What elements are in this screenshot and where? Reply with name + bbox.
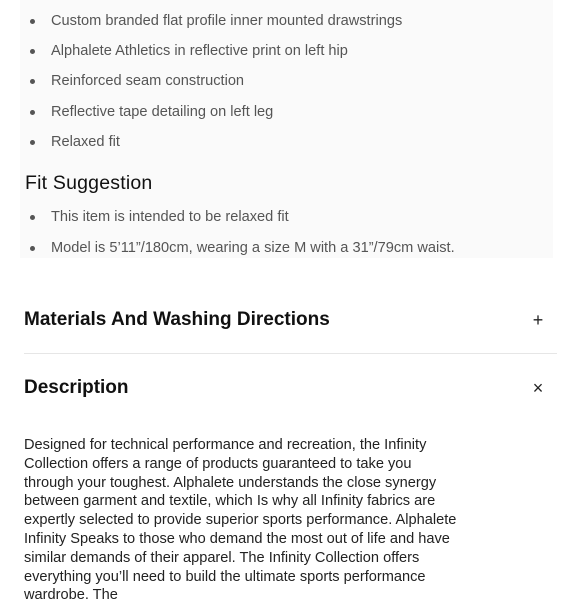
bullet-icon — [30, 246, 35, 251]
feature-text: Reflective tape detailing on left leg — [51, 104, 274, 120]
bullet-icon — [30, 19, 35, 24]
feature-item — [26, 41, 348, 61]
fit-text: This item is intended to be relaxed fit — [51, 209, 289, 225]
close-icon[interactable]: × — [532, 378, 544, 398]
bullet-icon — [30, 49, 35, 54]
fit-text: Model is 5’11”/180cm, wearing a size M with a 31”/79cm waist. — [51, 240, 455, 256]
fit-suggestion-heading: Fit Suggestion — [25, 172, 153, 194]
feature-item — [26, 11, 402, 31]
fit-item — [26, 238, 455, 258]
description-title: Description — [24, 377, 129, 398]
plus-icon[interactable]: + — [532, 310, 544, 330]
feature-item — [26, 132, 120, 152]
bullet-icon — [30, 110, 35, 115]
feature-text: Reinforced seam construction — [51, 73, 245, 89]
materials-title: Materials And Washing Directions — [24, 309, 330, 330]
description-body: Designed for technical performance and recreation, the Infinity Collection offers a range of products guaranteed to take you through your toughest. Alphalete understands the close synergy between garment and textile, which Is why all Infinity fabrics are expertly selected to provide superior sports performance. Alphalete Infinity Speaks to those who demand the most out of life and have similar demands of their apparel. The Infinity Collection offers everything you’ll need to build the ultimate sports performance wardrobe. The — [24, 437, 457, 604]
materials-accordion-header[interactable] — [24, 305, 548, 335]
feature-text: Alphalete Athletics in reflective print on left hip — [51, 43, 348, 59]
section-divider — [24, 353, 557, 354]
bullet-icon — [30, 215, 35, 220]
feature-item — [26, 71, 244, 91]
feature-item — [26, 102, 273, 122]
bullet-icon — [30, 140, 35, 145]
bullet-icon — [30, 79, 35, 84]
feature-text: Relaxed fit — [51, 134, 120, 150]
description-accordion-header[interactable] — [24, 373, 548, 403]
fit-item — [26, 207, 289, 227]
feature-text: Custom branded flat profile inner mounted drawstrings — [51, 13, 403, 29]
